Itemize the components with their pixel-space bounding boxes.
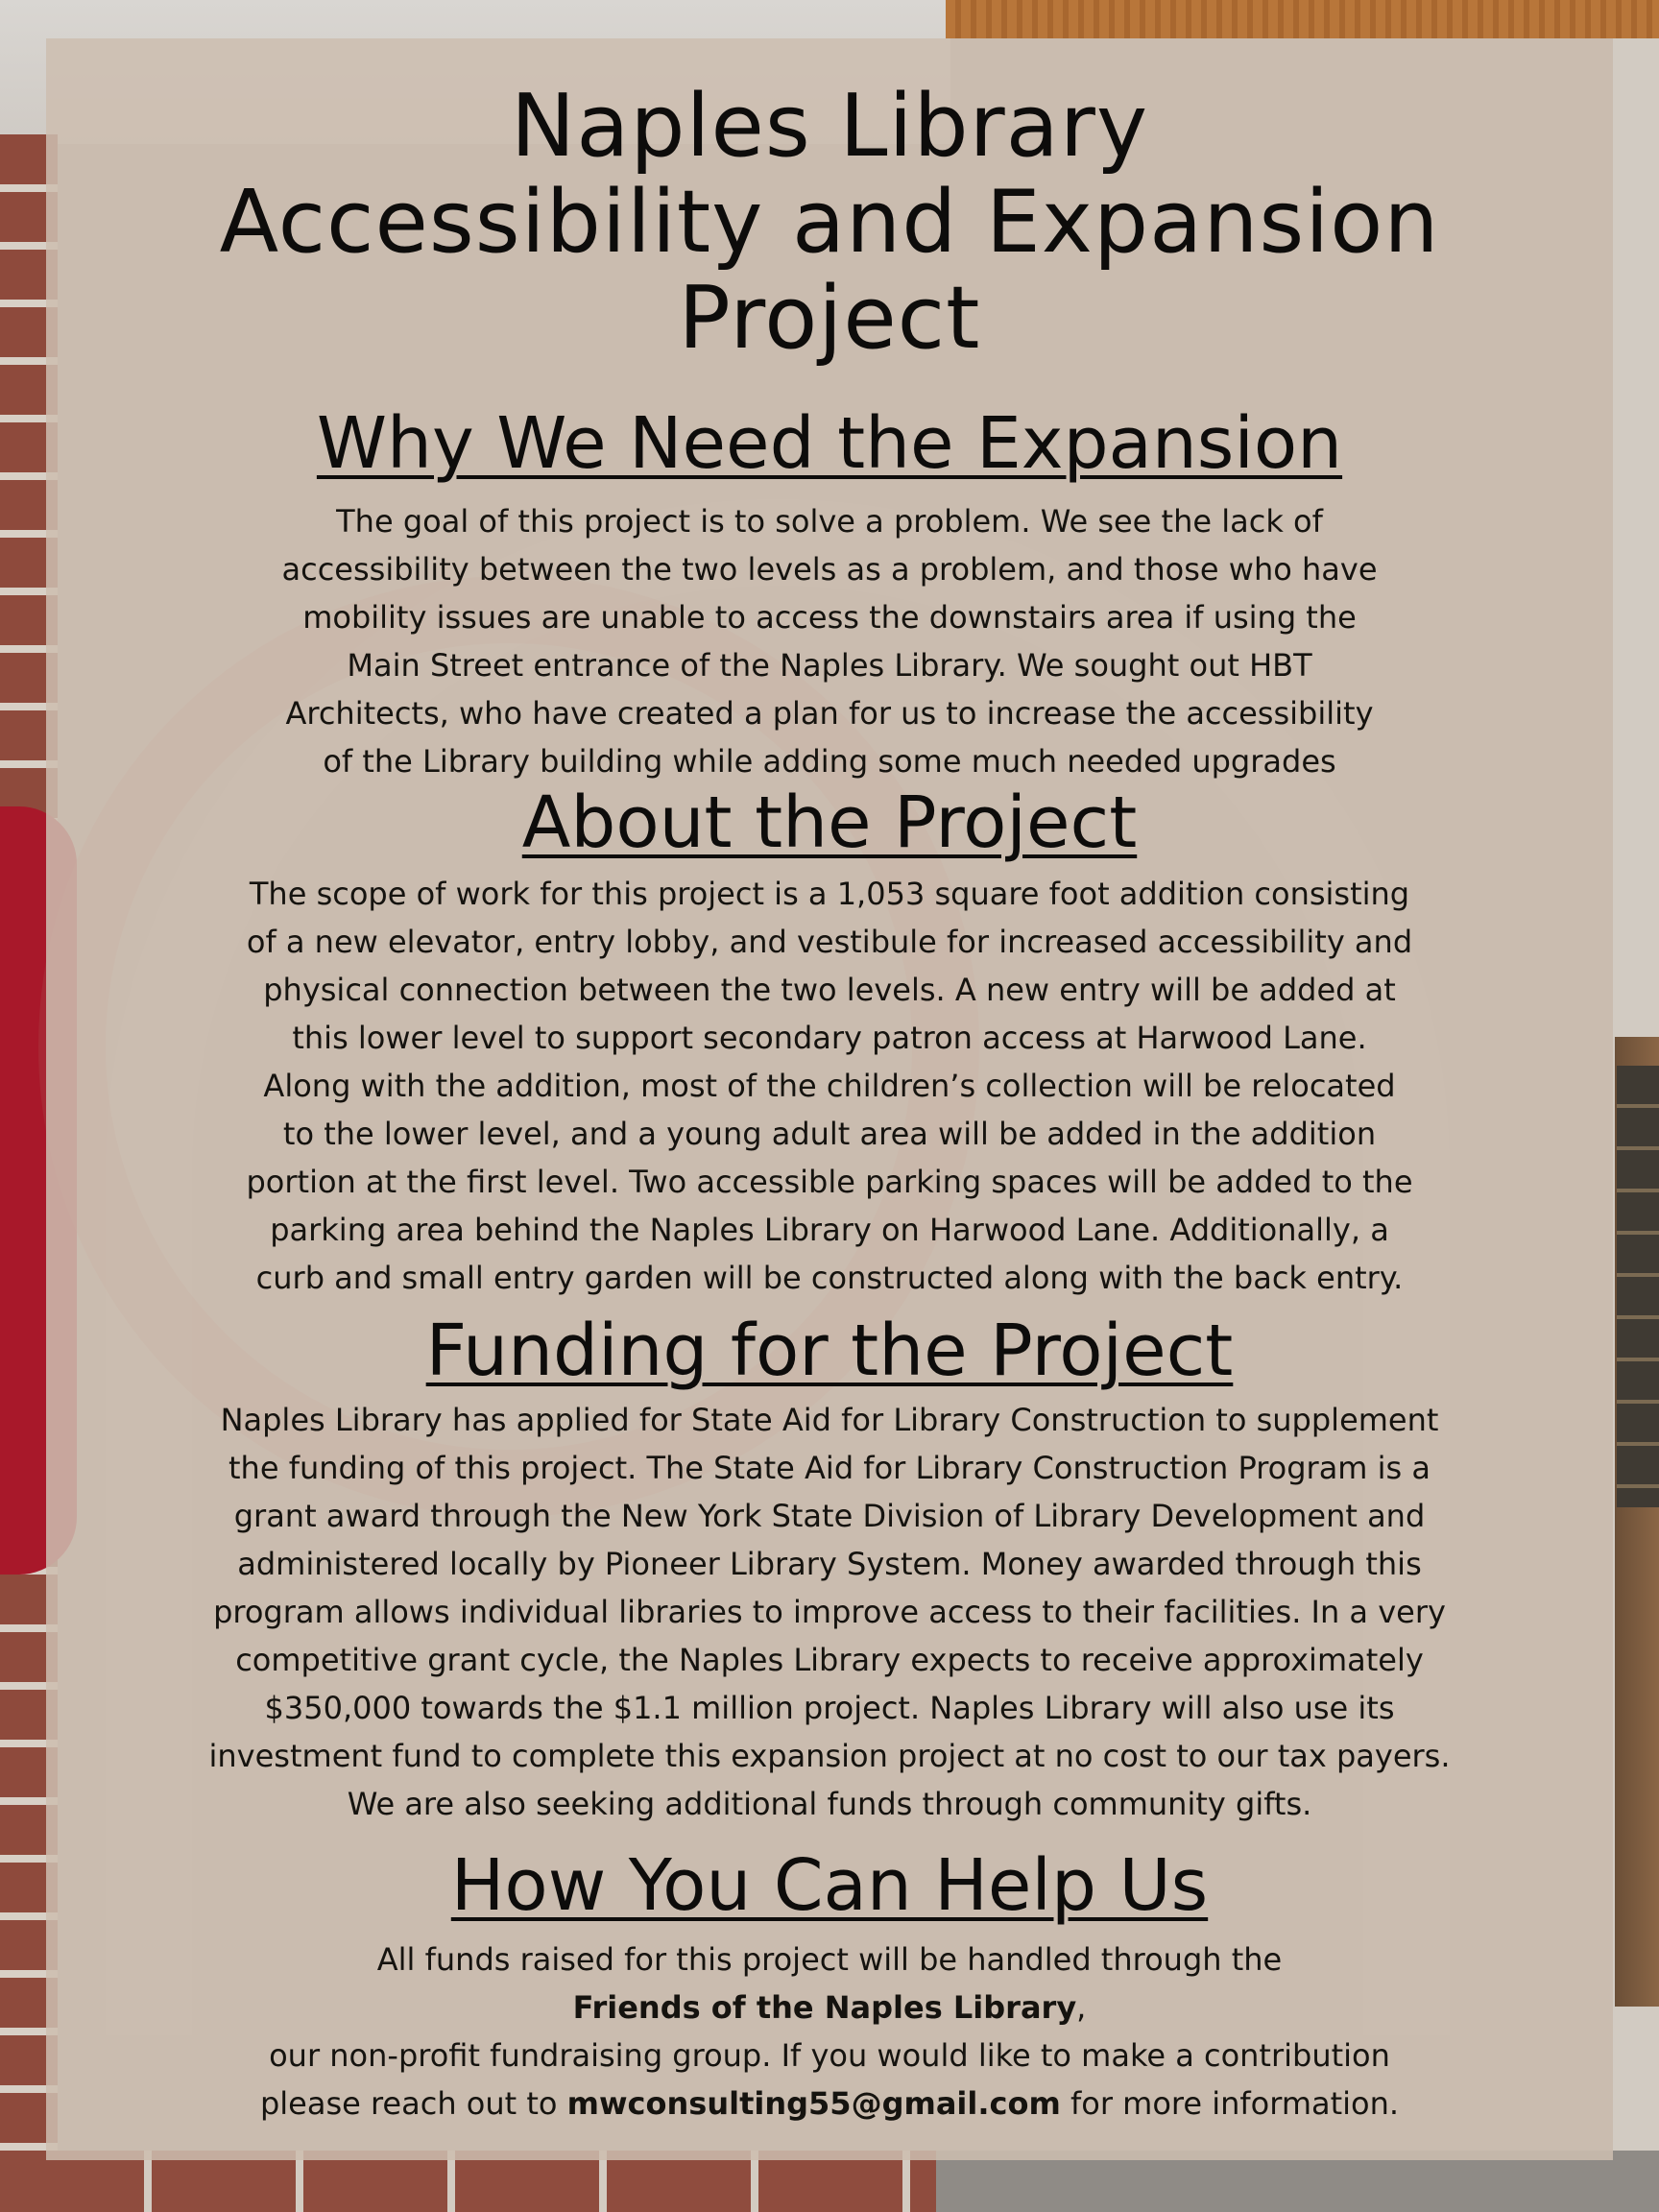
text-line: $350,000 towards the $1.1 million project. Naples Library will also use its (264, 1690, 1395, 1726)
heading-how-to-help: How You Can Help Us (450, 1844, 1209, 1927)
content-panel (46, 38, 1613, 2160)
paragraph-why-we-need (46, 497, 1613, 785)
contact-email: mwconsulting55@gmail.com (566, 2085, 1061, 2122)
text-line: Main Street entrance of the Naples Library. We sought out HBT (347, 647, 1312, 684)
title-line-3: Project (678, 268, 981, 369)
text-line: The goal of this project is to solve a problem. We see the lack of (336, 503, 1323, 540)
text-line: curb and small entry garden will be constructed along with the back entry. (255, 1260, 1404, 1296)
text-line: portion at the first level. Two accessible parking spaces will be added to the (246, 1164, 1413, 1200)
text-line: to the lower level, and a young adult area will be added in the addition (282, 1116, 1377, 1152)
text-line: All funds raised for this project will be handled through the (376, 1941, 1283, 1978)
text-line: the funding of this project. The State Aid for Library Construction Program is a (228, 1450, 1431, 1486)
text-line: We are also seeking additional funds through community gifts. (347, 1786, 1312, 1822)
friends-group-name: Friends of the Naples Library (572, 1989, 1077, 2026)
text-line: physical connection between the two levels. A new entry will be added at (263, 972, 1396, 1008)
title-line-2: Accessibility and Expansion (219, 172, 1440, 273)
text-line: investment fund to complete this expansion project at no cost to our tax payers. (208, 1738, 1451, 1774)
contact-line (46, 2080, 1613, 2128)
text-line: accessibility between the two levels as a problem, and those who have (281, 551, 1378, 588)
contact-prefix: please reach out to (259, 2085, 567, 2122)
text-line: Naples Library has applied for State Aid for Library Construction to supplement (220, 1402, 1439, 1438)
friends-suffix: , (1076, 1989, 1087, 2026)
contact-suffix: for more information. (1060, 2085, 1400, 2122)
text-line: parking area behind the Naples Library on Harwood Lane. Additionally, a (270, 1212, 1389, 1248)
text-line: this lower level to support secondary patron access at Harwood Lane. (292, 1020, 1367, 1056)
paragraph-how-to-help (46, 1936, 1613, 2128)
text-line: Architects, who have created a plan for us to increase the accessibility (285, 695, 1374, 732)
friends-line (46, 1984, 1613, 2032)
text-line: of the Library building while adding some much needed upgrades (323, 743, 1336, 780)
background-wood-ceiling (946, 0, 1659, 38)
text-line: our non-profit fundraising group. If you would like to make a contribution (269, 2037, 1390, 2074)
heading-funding: Funding for the Project (425, 1310, 1234, 1392)
text-line: mobility issues are unable to access the downstairs area if using the (302, 599, 1357, 636)
text-line: program allows individual libraries to improve access to their facilities. In a very (213, 1594, 1446, 1630)
heading-why-we-need: Why We Need the Expansion (316, 402, 1343, 485)
paragraph-about-project (46, 870, 1613, 1302)
paragraph-funding (46, 1396, 1613, 1828)
text-line: grant award through the New York State Division of Library Development and (233, 1498, 1426, 1534)
text-line: Along with the addition, most of the children’s collection will be relocated (263, 1068, 1396, 1104)
background-bookshelf (1617, 1066, 1659, 1507)
heading-about-project: About the Project (521, 781, 1138, 864)
page-title (46, 76, 1613, 369)
text-line: The scope of work for this project is a 1,053 square foot addition consisting (249, 876, 1410, 912)
title-line-1: Naples Library (510, 76, 1149, 177)
text-line: administered locally by Pioneer Library System. Money awarded through this (237, 1546, 1422, 1582)
text-line: of a new elevator, entry lobby, and vestibule for increased accessibility and (246, 924, 1413, 960)
text-line: competitive grant cycle, the Naples Library expects to receive approximately (235, 1642, 1424, 1678)
